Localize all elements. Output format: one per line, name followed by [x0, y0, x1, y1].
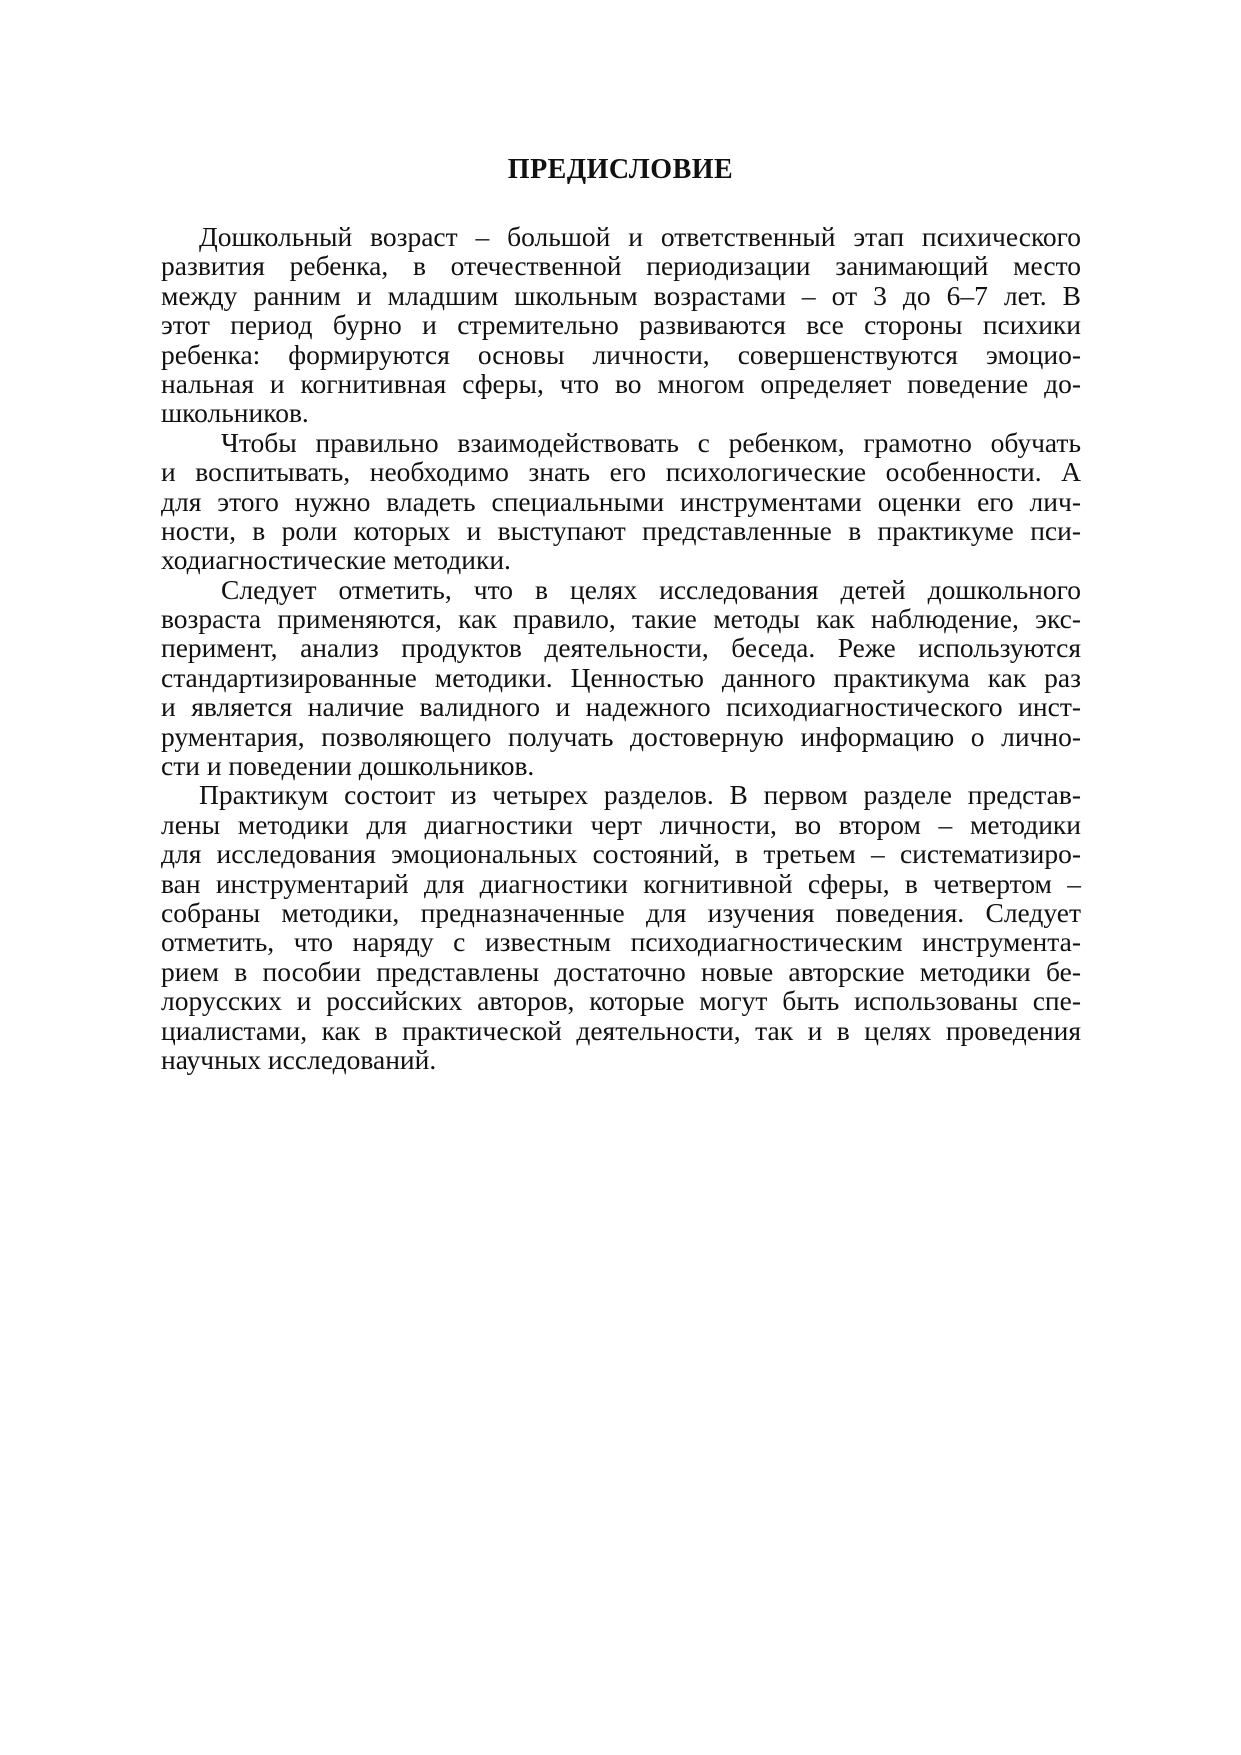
- text-line: собраны методики, предназначенные для изучения поведения. Следует: [161, 896, 1081, 928]
- text-line: стандартизированные методики. Ценностью данного практикума как раз: [161, 661, 1081, 693]
- text-line: этот период бурно и стремительно развиваются все стороны психики: [161, 309, 1081, 341]
- text-line: ности, в роли которых и выступают представленные в практикуме пси-: [161, 514, 1081, 546]
- text-line: лорусских и российских авторов, которые могут быть использованы спе-: [161, 985, 1081, 1017]
- page-title: ПРЕДИСЛОВИЕ: [507, 154, 734, 185]
- text-line: возраста применяются, как правило, такие методы как наблюдение, экс-: [161, 603, 1081, 635]
- paragraph-4: [161, 780, 1081, 1074]
- text-line: научных исследований.: [161, 1043, 437, 1075]
- text-line: Следует отметить, что в целях исследования детей дошкольного: [221, 573, 1081, 605]
- preface-body: [161, 222, 1081, 1074]
- text-line: ребенка: формируются основы личности, совершенствуются эмоцио-: [161, 338, 1081, 370]
- text-line: Дошкольный возраст – большой и ответственный этап психического: [199, 221, 1081, 252]
- text-line: для этого нужно владеть специальными инструментами оценки его лич-: [161, 485, 1081, 517]
- text-line: сти и поведении дошкольников.: [161, 750, 535, 782]
- text-line: ходиагностические методики.: [161, 544, 511, 576]
- text-line: рументария, позволяющего получать достоверную информацию о лично-: [161, 720, 1081, 752]
- text-line: между ранним и младшим школьным возрастами – от 3 до 6–7 лет. В: [161, 279, 1081, 311]
- text-line: циалистами, как в практической деятельности, так и в целях проведения: [161, 1014, 1081, 1046]
- text-line: Практикум состоит из четырех разделов. В первом разделе представ-: [199, 779, 1081, 811]
- text-line: лены методики для диагностики черт личности, во втором – методики: [161, 808, 1081, 840]
- text-line: перимент, анализ продуктов деятельности, беседа. Реже используются: [161, 632, 1081, 664]
- text-line: Чтобы правильно взаимодействовать с ребенком, грамотно обучать: [221, 426, 1081, 458]
- paragraph-1: [161, 222, 1081, 428]
- text-line: нальная и когнитивная сферы, что во многом определяет поведение до-: [161, 367, 1081, 399]
- text-line: и воспитывать, необходимо знать его психологические особенности. А: [161, 456, 1081, 488]
- text-line: школьников.: [161, 397, 309, 429]
- text-line: рием в пособии представлены достаточно новые авторские методики бе-: [161, 955, 1081, 987]
- text-line: отметить, что наряду с известным психодиагностическим инструмента-: [161, 926, 1081, 958]
- text-line: для исследования эмоциональных состояний, в третьем – систематизиро-: [161, 838, 1081, 870]
- paragraph-3: [161, 575, 1081, 781]
- text-line: развития ребенка, в отечественной периодизации занимающий место: [161, 250, 1081, 282]
- text-line: ван инструментарий для диагностики когнитивной сферы, в четвертом –: [161, 867, 1081, 899]
- paragraph-2: [161, 428, 1081, 575]
- text-line: и является наличие валидного и надежного психодиагностического инст-: [161, 691, 1081, 723]
